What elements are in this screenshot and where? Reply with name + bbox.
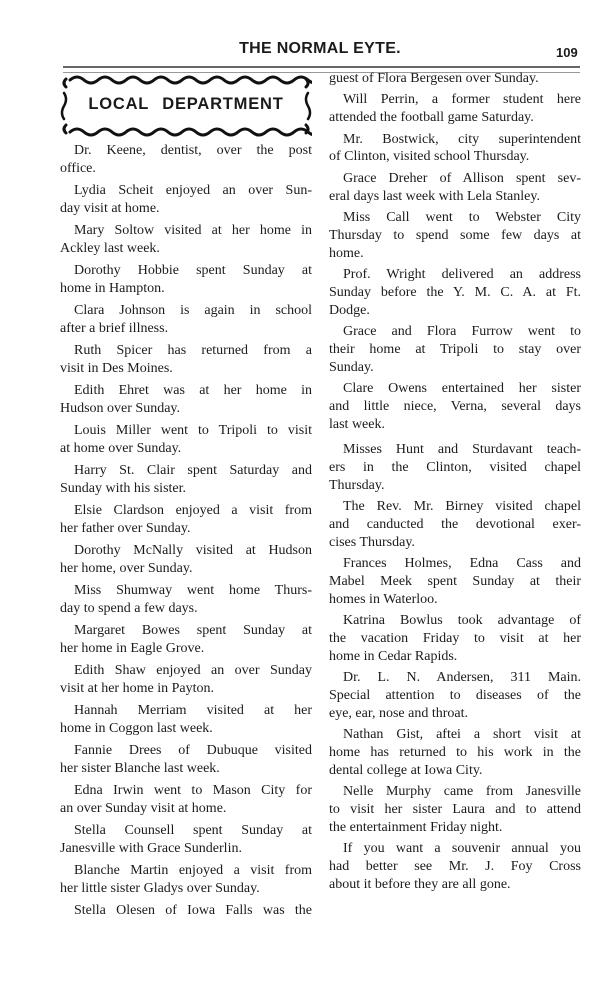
news-item xyxy=(60,782,312,818)
text-line: the entertainment Friday night. xyxy=(329,819,503,835)
text-line: at home over Sunday. xyxy=(60,441,182,457)
text-line: Louis Miller went to Tripoli to visit xyxy=(74,423,312,438)
text-line: her sister Blanche last week. xyxy=(60,761,220,777)
text-line: cises Thursday. xyxy=(329,534,415,550)
news-item xyxy=(60,902,312,920)
text-line: Dorothy McNally visited at Hudson xyxy=(74,543,312,558)
text-line: Special attention to diseases of the xyxy=(329,688,581,704)
news-item xyxy=(60,342,312,378)
text-line: Miss Shumway went home Thurs- xyxy=(74,583,312,598)
text-line: her father over Sunday. xyxy=(60,521,191,537)
text-line: attended the football game Saturday. xyxy=(329,110,534,126)
text-line: her home, over Sunday. xyxy=(60,561,193,577)
news-item xyxy=(329,323,581,376)
text-line: If you want a souvenir annual you xyxy=(343,841,581,857)
news-item xyxy=(60,182,312,218)
text-line: an over Sunday visit at home. xyxy=(60,801,227,817)
text-line: dental college at Iowa City. xyxy=(329,762,483,778)
text-line: home in Coggon last week. xyxy=(60,721,213,737)
text-line: had better see Mr. J. Foy Cross xyxy=(329,858,581,874)
text-line: Edith Shaw enjoyed an over Sunday xyxy=(74,663,312,678)
text-line: day visit at home. xyxy=(60,201,160,217)
right-column xyxy=(329,70,581,897)
text-line: Ackley last week. xyxy=(60,241,160,257)
text-line: after a brief illness. xyxy=(60,321,169,337)
news-item xyxy=(60,222,312,258)
text-line: her little sister Gladys over Sunday. xyxy=(60,881,260,897)
text-line: Prof. Wright delivered an address xyxy=(343,266,581,282)
text-line: Grace and Flora Furrow went to xyxy=(343,323,581,339)
text-line: and canducted the devotional exer- xyxy=(329,517,581,533)
text-line: Hannah Merriam visited at her xyxy=(74,703,312,718)
text-line: last week. xyxy=(329,416,385,432)
text-line: office. xyxy=(60,161,96,177)
text-line: Dr. Keene, dentist, over the post xyxy=(74,143,312,158)
news-item xyxy=(60,382,312,418)
text-line: Stella Counsell spent Sunday at xyxy=(74,823,312,838)
text-line: Thursday. xyxy=(329,477,385,493)
text-line: visit in Des Moines. xyxy=(60,361,173,377)
text-line: The Rev. Mr. Birney visited chapel xyxy=(343,499,581,515)
text-line: her home in Eagle Grove. xyxy=(60,641,205,657)
news-item xyxy=(60,702,312,738)
text-line: guest of Flora Bergesen over Sunday. xyxy=(329,71,539,86)
text-line: Dodge. xyxy=(329,302,370,318)
text-line: Lydia Scheit enjoyed an over Sun- xyxy=(74,183,312,198)
text-line: about it before they are all gone. xyxy=(329,876,511,892)
news-item xyxy=(60,742,312,778)
text-line: Harry St. Clair spent Saturday and xyxy=(74,463,312,478)
text-line: Hudson over Sunday. xyxy=(60,401,181,417)
text-line: Nathan Gist, aftei a short visit at xyxy=(343,727,581,743)
text-line: Dr. L. N. Andersen, 311 Main. xyxy=(343,670,581,686)
news-item xyxy=(329,669,581,722)
text-line: to visit her sister Laura and to attend xyxy=(329,802,581,817)
text-line: Mary Soltow visited at her home in xyxy=(74,223,312,238)
text-line: home in Hampton. xyxy=(60,281,165,297)
text-line: Sunday with his sister. xyxy=(60,481,187,497)
news-item xyxy=(60,422,312,458)
text-line: Elsie Clardson enjoyed a visit from xyxy=(74,503,312,518)
text-line: Blanche Martin enjoyed a visit from xyxy=(74,863,312,878)
text-line: Nelle Murphy came from Janesville xyxy=(343,784,581,800)
text-line: Misses Hunt and Sturdavant teach- xyxy=(343,442,581,458)
text-line: Mr. Bostwick, city superintendent xyxy=(343,131,581,147)
text-line: ers in the Clinton, visited chapel xyxy=(329,460,581,476)
text-line: eye, ear, nose and throat. xyxy=(329,705,468,721)
news-item xyxy=(60,142,312,178)
text-line: Dorothy Hobbie spent Sunday at xyxy=(74,263,312,278)
news-item xyxy=(60,662,312,698)
text-line: Clara Johnson is again in school xyxy=(74,303,312,318)
text-line: the vacation Friday to visit at her xyxy=(329,631,581,647)
text-line: Clare Owens entertained her sister xyxy=(343,380,581,396)
text-line: home has returned to his work in the xyxy=(329,745,581,761)
text-line: day to spend a few days. xyxy=(60,601,198,617)
text-line: and little niece, Verna, several days xyxy=(329,398,581,414)
news-item xyxy=(60,462,312,498)
news-item xyxy=(60,622,312,658)
text-line: Sunday. xyxy=(329,359,374,375)
text-line: Ruth Spicer has returned from a xyxy=(74,343,312,358)
text-line: Edna Irwin went to Mason City for xyxy=(74,783,312,798)
section-title: LOCAL DEPARTMENT xyxy=(88,95,284,113)
news-item xyxy=(329,91,581,127)
news-item xyxy=(60,582,312,618)
text-line: Margaret Bowes spent Sunday at xyxy=(74,623,312,638)
text-line: of Clinton, visited school Thursday. xyxy=(329,149,530,165)
text-line: Miss Call went to Webster City xyxy=(343,209,581,225)
text-line: Sunday before the Y. M. C. A. at Ft. xyxy=(329,284,581,300)
text-line: visit at her home in Payton. xyxy=(60,681,214,697)
news-item xyxy=(329,783,581,836)
news-item xyxy=(60,542,312,578)
news-item xyxy=(329,70,581,88)
text-line: Edith Ehret was at her home in xyxy=(74,383,312,398)
text-line: Thursday to spend some few days at xyxy=(329,227,581,243)
news-item xyxy=(60,302,312,338)
news-item xyxy=(60,262,312,298)
news-item xyxy=(60,862,312,898)
left-column xyxy=(60,142,312,924)
text-line: home. xyxy=(329,245,364,261)
news-item xyxy=(329,266,581,319)
news-item xyxy=(329,441,581,494)
news-item xyxy=(329,840,581,893)
news-item xyxy=(329,380,581,433)
news-item xyxy=(60,822,312,858)
text-line: Will Perrin, a former student here xyxy=(343,92,581,108)
news-item xyxy=(329,726,581,779)
news-item xyxy=(329,209,581,262)
news-item xyxy=(329,612,581,665)
news-item xyxy=(329,131,581,167)
news-item xyxy=(60,502,312,538)
text-line: home in Cedar Rapids. xyxy=(329,648,458,664)
text-line: Fannie Drees of Dubuque visited xyxy=(74,743,312,758)
news-item xyxy=(329,498,581,551)
publication-title: THE NORMAL EYTE. xyxy=(239,40,401,57)
page-number: 109 xyxy=(556,45,578,60)
section-heading-box xyxy=(60,73,312,139)
news-item xyxy=(329,170,581,206)
text-line: Janesville with Grace Sunderlin. xyxy=(60,841,242,857)
text-line: Grace Dreher of Allison spent sev- xyxy=(343,170,581,186)
text-line: their home at Tripoli to stay over xyxy=(329,341,581,357)
text-line: eral days last week with Lela Stanley. xyxy=(329,188,540,204)
text-line: homes in Waterloo. xyxy=(329,591,438,607)
text-line: Frances Holmes, Edna Cass and xyxy=(343,556,581,572)
news-item xyxy=(329,555,581,608)
text-line: Katrina Bowlus took advantage of xyxy=(343,613,581,629)
text-line: Mabel Meek spent Sunday at their xyxy=(329,574,581,590)
text-line: Stella Olesen of Iowa Falls was the xyxy=(74,903,312,918)
